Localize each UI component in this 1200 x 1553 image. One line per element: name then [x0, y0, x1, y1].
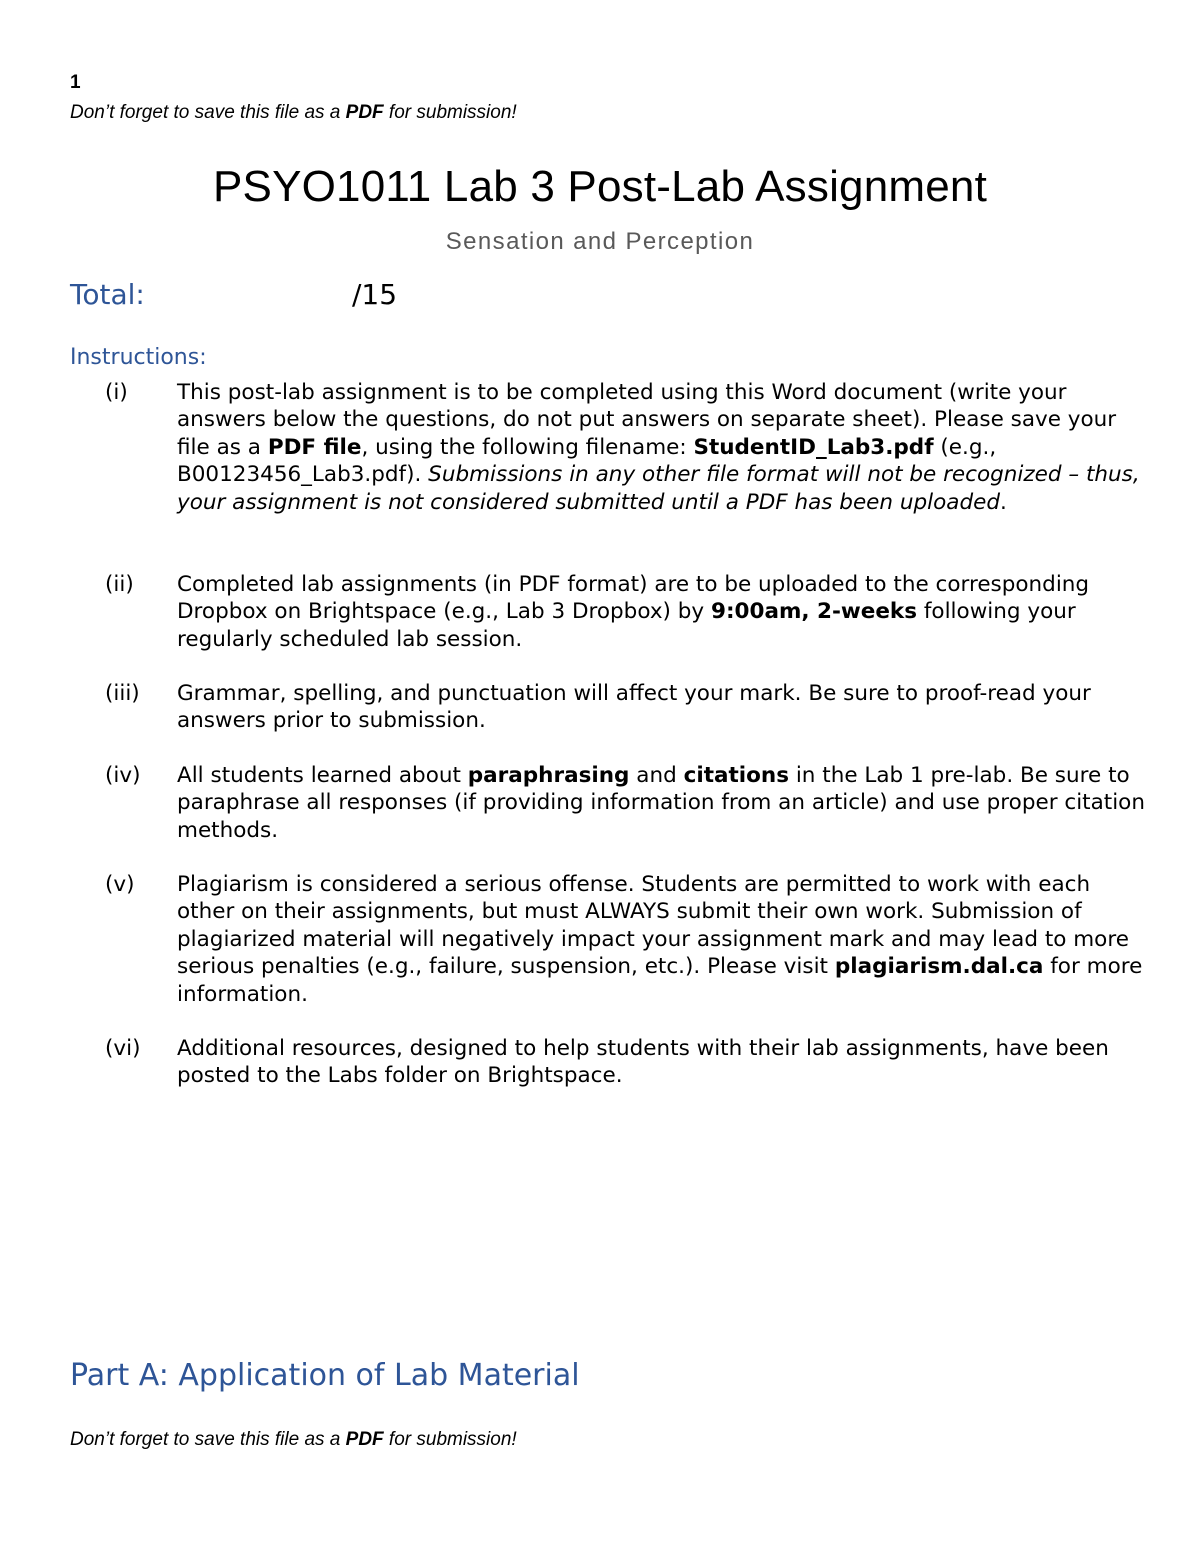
text-run: following your regularly scheduled lab session. [177, 599, 1076, 652]
instruction-item-i [70, 379, 1150, 516]
reminder-text: for submission! [383, 102, 517, 123]
bold-run: StudentID_Lab3.pdf [693, 434, 934, 460]
item-text [177, 871, 1150, 1008]
text-run: (e.g., B00123456_Lab3.pdf). [177, 434, 997, 488]
instruction-item-iv [70, 762, 1150, 844]
text-run: This post-lab assignment is to be completed using this Word document (write your answers below the questions, do not put answers on separate sheet). Please save your file as a [177, 380, 1117, 460]
instruction-item-v [70, 871, 1150, 1008]
item-number: (ii) [105, 572, 134, 597]
text-run: for more information. [177, 954, 1143, 1007]
text-run: in the Lab 1 pre-lab. Be sure to paraphrase all responses (if providing information from an article) and use proper citation methods. [177, 763, 1145, 843]
text-run: , using the following filename: [361, 434, 694, 460]
reminder-text: Don’t forget to save this file as a [70, 102, 346, 123]
item-number: (v) [105, 872, 135, 897]
bold-run: plagiarism.dal.ca [834, 954, 1044, 980]
text-run: Completed lab assignments (in PDF format) are to be uploaded to the corresponding Dropbox on Brightspace (e.g., Lab 3 Dropbox) by [177, 572, 1090, 625]
page-number: 1 [70, 72, 81, 93]
item-number: (iv) [105, 763, 141, 788]
text-run: Plagiarism is considered a serious offense. Students are permitted to work with each other on their assignments, but must ALWAYS submit their own work. Submission of plagiarized material will negatively impact your assignment mark and may lead to more serious penalties (e.g., failure, suspension, etc.). Please visit [177, 872, 1129, 980]
reminder-text: Don’t forget to save this file as a [70, 1429, 346, 1450]
save-reminder-top [70, 102, 517, 124]
text-run: Grammar, spelling, and punctuation will affect your mark. Be sure to proof-read your answers prior to submission. [177, 681, 1091, 734]
total-label: Total: [70, 278, 145, 311]
bold-run: 9:00am, 2-weeks [710, 599, 918, 625]
italic-run: Submissions in any other file format will not be recognized – thus, your assignment is not considered submitted until a PDF has been uploaded [177, 462, 1140, 515]
item-text [177, 1035, 1150, 1090]
item-number: (vi) [105, 1036, 141, 1061]
text-run: All students learned about [177, 763, 468, 788]
instructions-heading: Instructions: [70, 345, 207, 370]
document-subtitle: Sensation and Perception [445, 228, 755, 255]
item-number: (iii) [105, 681, 140, 706]
item-text [177, 680, 1150, 735]
item-number: (i) [105, 380, 128, 405]
text-run: Additional resources, designed to help students with their lab assignments, have been posted to the Labs folder on Brightspace. [177, 1036, 1109, 1089]
bold-run: PDF file [267, 434, 362, 460]
reminder-bold: PDF [345, 1429, 384, 1450]
instruction-item-vi [70, 1035, 1150, 1090]
reminder-bold: PDF [345, 102, 384, 123]
reminder-text: for submission! [383, 1429, 517, 1450]
item-text [177, 379, 1150, 516]
instruction-item-ii [70, 571, 1150, 653]
instruction-item-iii [70, 680, 1150, 735]
bold-run: citations [683, 763, 789, 788]
bold-run: paraphrasing [467, 763, 630, 788]
total-value: /15 [352, 278, 398, 311]
save-reminder-bottom [70, 1429, 517, 1451]
document-title: PSYO1011 Lab 3 Post-Lab Assignment [212, 162, 988, 211]
part-a-heading: Part A: Application of Lab Material [70, 1358, 580, 1393]
item-text [177, 762, 1150, 844]
text-run: and [629, 763, 684, 788]
text-run: . [999, 489, 1007, 515]
item-text [177, 571, 1150, 653]
